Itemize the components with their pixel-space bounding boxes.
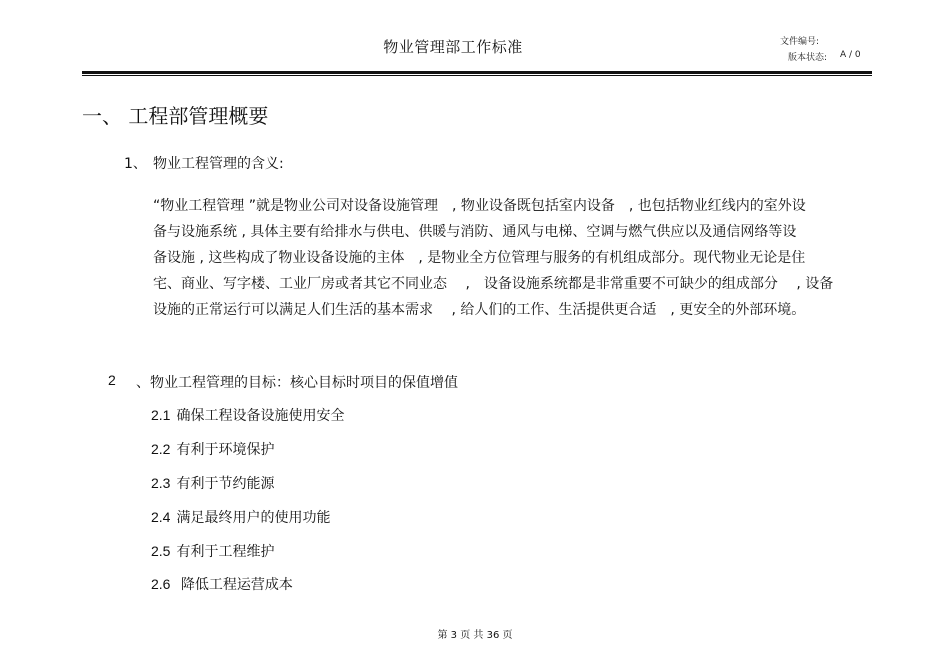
list-item: [151, 541, 274, 561]
subsection-1-number: 1、: [124, 156, 147, 172]
list-item-text: 有利于环境保护: [176, 442, 275, 458]
list-item-number: 2.3: [151, 475, 171, 491]
list-item: [151, 439, 274, 459]
header-rule-thin: [82, 75, 872, 76]
subsection-1-title: 物业工程管理的含义:: [153, 156, 284, 172]
file-number-label: 文件编号:: [780, 37, 820, 47]
list-item: [151, 574, 293, 594]
list-item-number: 2.1: [151, 407, 171, 423]
list-item: [151, 473, 274, 493]
subsection-2-number: 2: [108, 372, 116, 388]
version-status-value: A / 0: [840, 50, 861, 60]
list-item: [151, 507, 330, 527]
list-item-text: 降低工程运营成本: [176, 577, 293, 593]
version-status-label: 版本状态:: [788, 53, 828, 63]
definition-paragraph: [153, 193, 868, 323]
subsection-2-title: 、物业工程管理的目标：核心目标时项目的保值增值: [136, 375, 458, 391]
list-item-number: 2.4: [151, 509, 171, 525]
list-item-text: 有利于工程维护: [176, 544, 275, 560]
list-item: [151, 405, 344, 425]
paragraph-line: “物业工程管理 ”就是物业公司对设备设施管理 , 物业设备既包括室内设备 , 也包括物业红线内的室外设: [153, 198, 806, 214]
header-rule-thick: [82, 71, 872, 74]
page-header-title: 物业管理部工作标准: [383, 38, 523, 56]
list-item-number: 2.6: [151, 576, 171, 592]
paragraph-line: 宅、商业、写字楼、工业厂房或者其它不同业态 , 设备设施系统都是非常重要不可缺少的组成部分 , 设备: [153, 276, 834, 292]
section-heading: 一、 工程部管理概要: [82, 104, 269, 128]
list-item-number: 2.5: [151, 543, 171, 559]
list-item-text: 有利于节约能源: [176, 476, 275, 492]
list-item-text: 确保工程设备设施使用安全: [176, 408, 345, 424]
list-item-number: 2.2: [151, 441, 171, 457]
page-footer: 第 3 页 共 36 页: [437, 630, 513, 641]
paragraph-line: 设施的正常运行可以满足人们生活的基本需求 , 给人们的工作、生活提供更合适 , 更安全的外部环境。: [153, 302, 806, 318]
paragraph-line: 备与设施系统 , 具体主要有给排水与供电、供暖与消防、通风与电梯、空调与燃气供应以及通信网络等设: [153, 224, 797, 240]
paragraph-line: 备设施 , 这些构成了物业设备设施的主体 , 是物业全方位管理与服务的有机组成部分。现代物业无论是住: [153, 250, 806, 266]
list-item-text: 满足最终用户的使用功能: [176, 510, 331, 526]
